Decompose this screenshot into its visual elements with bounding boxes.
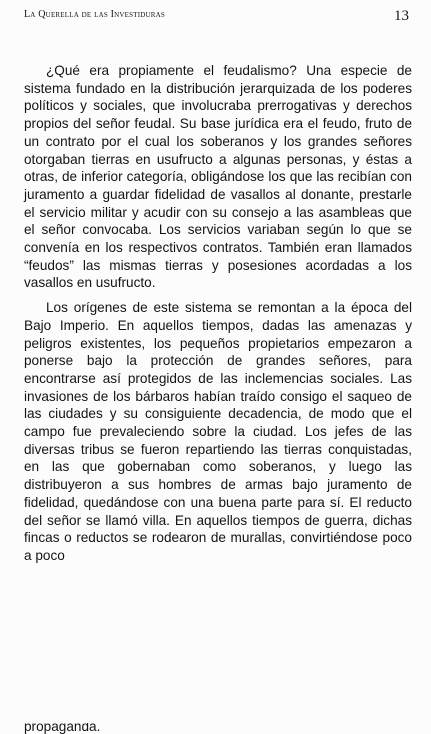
paragraph-feudalism-origins: Los orígenes de este sistema se remontan a la época del Bajo Imperio. En aquellos tiempos, dadas las amenazas y peligros existentes, los pequeños propietarios empezaron a ponerse bajo la protección de grandes señores, para encontrarse así protegidos de las inclemencias sociales. Las invasiones de los bárbaros habían traído consigo el saqueo de las ciudades y su consiguiente decadencia, de modo que el campo fue prevaleciendo sobre la ciudad. Los jefes de las diversas tribus se fueron repartiendo las tierras conquistadas, en las que gobernaban como soberanos, y luego las distribuyeron a sus hombres de armas bajo juramento de fidelidad, quedándose con una buena parte para sí. El reducto del señor se llamó villa. En aquellos tiempos de guerra, dichas fincas o reductos se rodearon de murallas, convirtiéndose poco a poco [24, 300, 412, 563]
paragraph-feudalism-definition: ¿Qué era propiamente el feudalismo? Una especie de sistema fundado en la distribución jerarquizada de los poderes políticos y sociales, que involucraba prerrogativas y derechos propios del señor feudal. Su base jurídica era el feudo, fruto de un contrato por el cual los soberanos y los grandes señores otorgaban tierras en usufructo a algunas personas, y éstas a otras, de inferior categoría, obligándose los que las recibían con juramento a guardar fidelidad de vasallos al donante, prestarle el servicio militar y acudir con su consejo a las asambleas que el señor convocaba. Los servicios variaban según lo que se convenía en los respectivos contratos. También eran llamados “feudos” las mismas tierras y posesiones acordadas a los vasallos en usufructo. [24, 63, 412, 291]
page-header [24, 8, 409, 28]
cut-off-text: propaganda. [24, 723, 101, 734]
running-title: La Querella de las Investiduras [24, 9, 165, 20]
page-number: 13 [394, 8, 409, 24]
body-text [24, 62, 412, 565]
cut-off-line [24, 723, 404, 734]
